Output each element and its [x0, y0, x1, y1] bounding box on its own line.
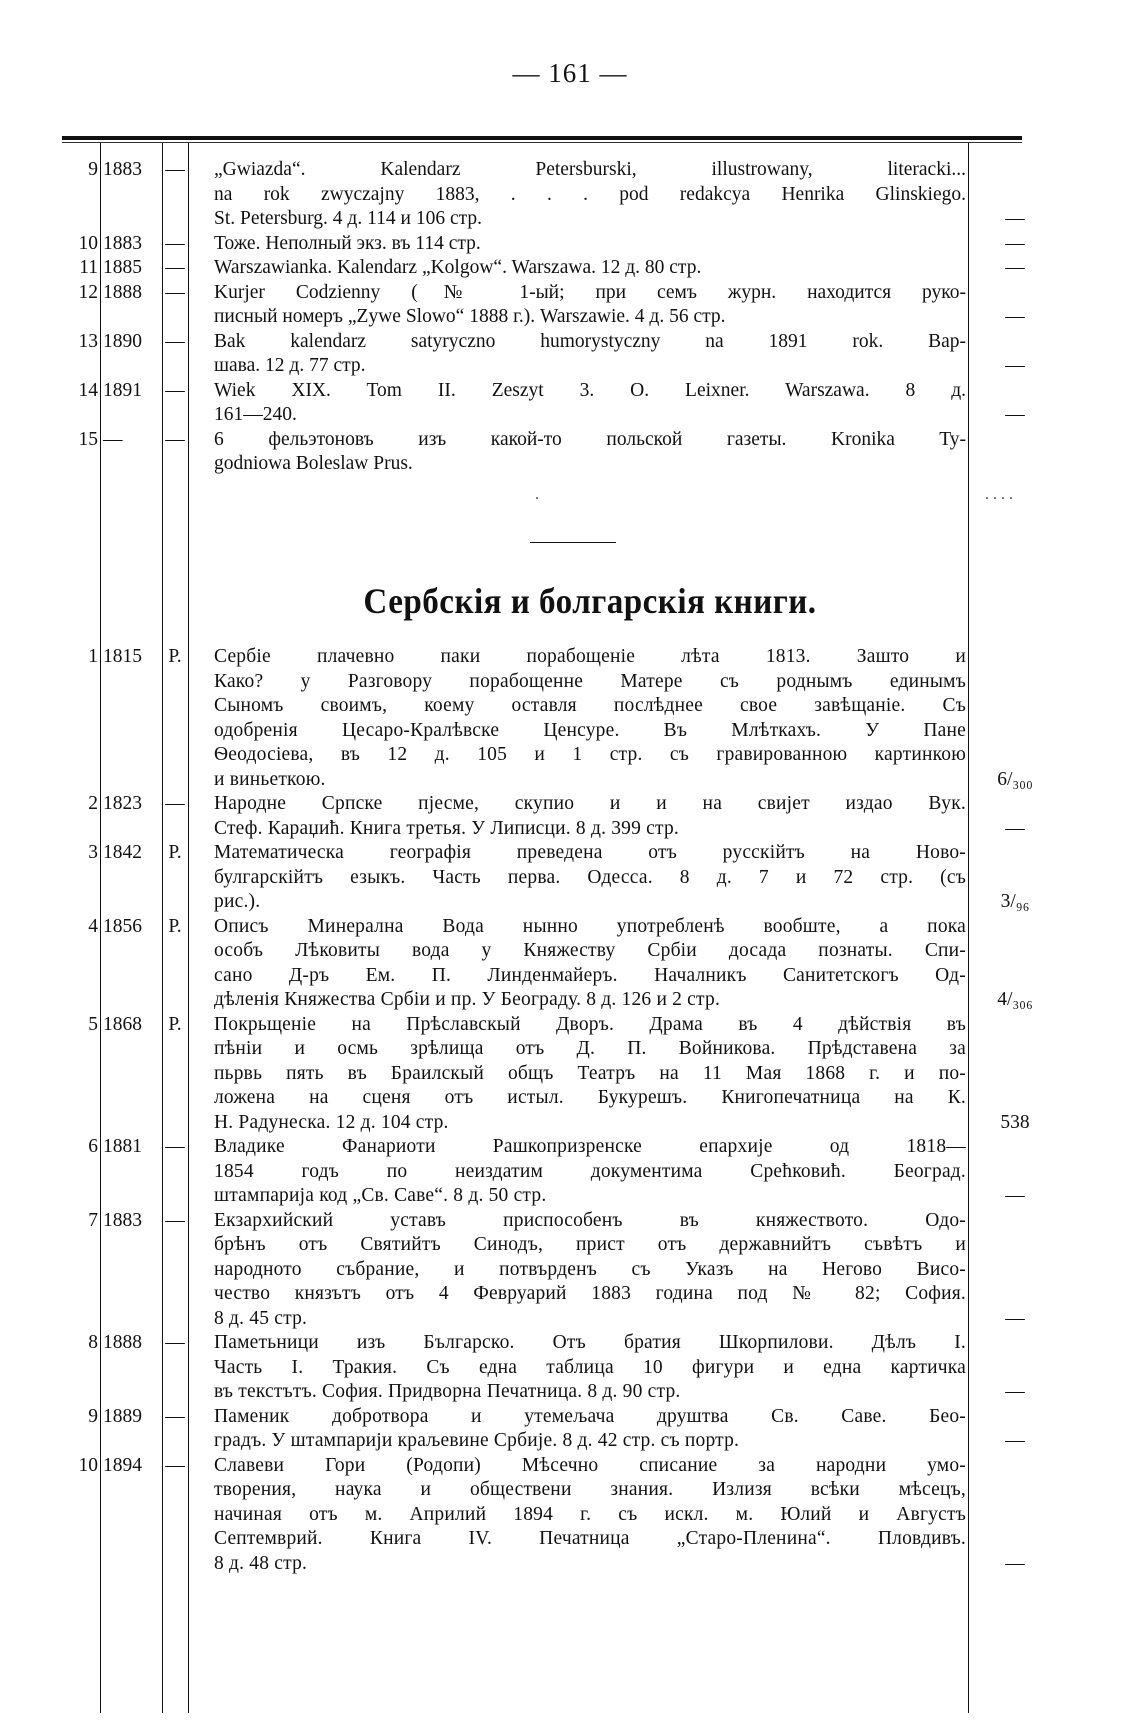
column-divider [100, 143, 101, 1713]
entry-text-line: 161—240. [214, 404, 297, 425]
section-separator [530, 542, 616, 543]
entry-text-line: Сыномъ своимъ, коему оставля послѣднее свое завѣщаніе. Съ [214, 695, 966, 716]
entry-text-line: сано Д-ръ Ем. П. Линденмайеръ. Началникъ Санитетскогъ Од- [214, 964, 966, 986]
entry-text-line: пьрвь пять въ Браилскый общъ Театръ на 11 Мая 1868 г. и по- [214, 1062, 966, 1084]
entry-text-line: и виньеткою. [214, 768, 326, 790]
entry-description [214, 428, 966, 477]
entry-mark: Р. [168, 842, 182, 863]
entry-number: 11 [79, 257, 98, 278]
entry-price: — [1005, 355, 1025, 376]
entry-description [214, 841, 966, 915]
entry-text-line: штампарија код „Св. Саве“. 8 д. 50 стр. [214, 1185, 547, 1206]
entry-text-line: начиная отъ м. Априлий 1894 г. съ искл. м. Юлий и Августъ [214, 1503, 966, 1525]
entry-text-line: Паменик добротвора и утемељача друштва Св. Саве. Бео- [214, 1405, 966, 1427]
entry-price: — [1005, 1552, 1025, 1574]
entry-number: 6 [88, 1136, 98, 1157]
entry-price: — [1005, 1185, 1025, 1206]
entry-number: 1 [88, 646, 98, 667]
entry-text-line: Описъ Минерална Вода нынно употребленѣ вообште, а пока [214, 915, 966, 937]
entry-text-line: godniowa Boleslaw Prus. [214, 453, 413, 474]
entry-mark: — [165, 159, 185, 180]
entry-text-line: чество князътъ отъ 4 Февруарий 1883 година под № 82; София. [214, 1283, 966, 1304]
top-rule-thin [62, 142, 1022, 143]
entry-number: 3 [88, 842, 98, 863]
entry-year: 1868 [103, 1013, 142, 1035]
entry-price: 3/₉₆ [1000, 891, 1030, 912]
entry-text-line: Математическа географія преведена отъ русскійтъ на Ново- [214, 842, 966, 863]
entry-mark: — [165, 379, 185, 401]
entry-year: 1894 [103, 1454, 142, 1476]
entry-number: 7 [88, 1209, 98, 1231]
entry-text-line: писный номеръ „Zywe Slowo“ 1888 г.). Warszawie. 4 д. 56 стр. [214, 306, 726, 327]
entry-description [214, 232, 966, 257]
column-divider [968, 143, 969, 1713]
entry-number: 13 [78, 330, 98, 352]
entry-text-line: въ текстътъ. София. Придворна Печатница. 8 д. 90 стр. [214, 1381, 681, 1402]
entry-mark: Р. [168, 646, 182, 667]
entry-text-line: 1854 годъ по неиздатим документима Срећковић. Београд. [214, 1160, 966, 1182]
entry-description [214, 1209, 966, 1332]
entry-text-line: градъ. У штампарији краљевине Србије. 8 д. 42 стр. съ портр. [214, 1430, 740, 1451]
entry-year: 1885 [103, 257, 142, 278]
entry-year: 1883 [103, 1209, 142, 1231]
entry-number: 9 [88, 1405, 98, 1427]
entry-mark: — [165, 1332, 185, 1353]
entry-year: 1890 [103, 330, 142, 352]
entry-mark: — [165, 1136, 185, 1157]
entry-text-line: Како? у Разговору порабощенне Матере съ роднымъ единымъ [214, 670, 966, 692]
entry-price: 6/₃₀₀ [997, 768, 1033, 790]
entry-price: 4/₃₀₆ [997, 989, 1033, 1010]
entry-text-line: na rok zwyczajny 1883, . . . pod redakcya Henrika Glinskiego. [214, 183, 966, 205]
entry-text-line: Владике Фанариоти Рашкопризренске епархије од 1818— [214, 1136, 966, 1157]
entry-price: — [1005, 817, 1025, 839]
entry-text-line: Славеви Гори (Родопи) Мѣсечно списание за народни умо- [214, 1454, 966, 1476]
entry-number: 15 [78, 428, 98, 450]
entry-mark: Р. [168, 1013, 182, 1035]
dots-mark: . [535, 486, 539, 503]
entry-text-line: Покрьщеніе на Прѣславскый Дворъ. Драма въ 4 дѣйствія въ [214, 1013, 966, 1035]
entry-text-line: Ѳеодосіева, въ 12 д. 105 и 1 стр. съ гравированною картинкою [214, 744, 966, 765]
entry-price: — [1005, 404, 1025, 425]
entry-text-line: особъ Лѣковиты вода у Княжеству Србіи досада познаты. Спи- [214, 940, 966, 961]
entry-text-line: Паметьници изъ Българско. Отъ братия Шкорпилови. Дѣлъ І. [214, 1332, 966, 1353]
entry-description [214, 1454, 966, 1577]
entry-price: — [1005, 257, 1025, 278]
entry-year: — [103, 428, 123, 450]
entry-price: 538 [1000, 1111, 1030, 1133]
entry-text-line: St. Petersburg. 4 д. 114 и 106 стр. [214, 208, 482, 229]
entry-text-line: „Gwiazda“. Kalendarz Petersburski, illustrowany, literacki... [214, 159, 966, 180]
entry-year: 1891 [103, 379, 142, 401]
page-number: — 161 — [512, 58, 628, 88]
entry-year: 1888 [103, 1332, 142, 1353]
entry-text-line: Сербіе плачевно паки порабощеніе лѣта 1813. Зашто и [214, 646, 966, 667]
entry-number: 4 [88, 915, 98, 937]
entry-mark: — [165, 281, 185, 303]
entry-price: — [1005, 1430, 1025, 1451]
entry-text-line: 6 фельэтоновъ изъ какой-то польской газеты. Kronika Ty- [214, 428, 966, 450]
entry-description [214, 256, 966, 281]
entry-price: — [1005, 208, 1025, 229]
entry-text-line: Тоже. Неполный экз. въ 114 стр. [214, 232, 481, 254]
entry-description [214, 158, 966, 232]
entry-number: 10 [78, 232, 98, 254]
entry-text-line: 8 д. 45 стр. [214, 1307, 308, 1329]
entry-number: 14 [78, 379, 98, 401]
entry-year: 1883 [103, 159, 142, 180]
entry-year: 1889 [103, 1405, 142, 1427]
entry-price: — [1005, 1381, 1025, 1402]
entry-mark: — [165, 257, 185, 278]
entry-text-line: рис.). [214, 891, 261, 912]
entry-mark: — [165, 1405, 185, 1427]
entry-number: 9 [88, 159, 98, 180]
entry-text-line: ложена на сценя отъ истыл. Букурешъ. Книгопечатница на К. [214, 1087, 966, 1108]
entry-number: 8 [88, 1332, 98, 1353]
entry-text-line: 8 д. 48 стр. [214, 1552, 308, 1574]
entry-description [214, 1013, 966, 1136]
entry-number: 12 [78, 281, 98, 303]
entry-text-line: Н. Радунеска. 12 д. 104 стр. [214, 1111, 449, 1133]
entry-text-line: Часть І. Тракия. Съ една таблица 10 фигури и една картичка [214, 1356, 966, 1378]
entry-text-line: Wiek XIX. Tom II. Zeszyt 3. O. Leixner. Warszawa. 8 д. [214, 379, 966, 401]
entry-mark: — [165, 1209, 185, 1231]
entry-text-line: брѣнъ отъ Святийтъ Синодъ, прист отъ державнийтъ съвѣтъ и [214, 1234, 966, 1255]
entry-number: 2 [88, 793, 98, 814]
entry-year: 1856 [103, 915, 142, 937]
entry-text-line: дѣленія Княжества Србіи и пр. У Београду. 8 д. 126 и 2 стр. [214, 989, 721, 1010]
entry-description [214, 379, 966, 428]
entry-year: 1815 [103, 646, 142, 667]
entry-mark: — [165, 428, 185, 450]
entry-mark: — [165, 793, 185, 814]
entry-mark: — [165, 232, 185, 254]
entry-text-line: Warszawianka. Kalendarz „Kolgow“. Warszawa. 12 д. 80 стр. [214, 257, 702, 278]
entry-description [214, 1135, 966, 1209]
entry-price: — [1005, 1307, 1025, 1329]
entry-description [214, 1331, 966, 1405]
section-title: Сербскія и болгарскія книги. [363, 581, 817, 621]
dots-mark: . . . . [985, 486, 1013, 503]
entry-year: 1842 [103, 842, 142, 863]
entry-text-line: Септемврий. Книга IV. Печатница „Старо-Пленина“. Пловдивъ. [214, 1528, 966, 1549]
entry-year: 1823 [103, 793, 142, 814]
entry-description [214, 645, 966, 792]
entry-year: 1888 [103, 281, 142, 303]
entry-year: 1881 [103, 1136, 142, 1157]
entry-text-line: Bak kalendarz satyryczno humorystyczny na 1891 rok. Вар- [214, 330, 966, 352]
entry-description [214, 330, 966, 379]
entry-description [214, 1405, 966, 1454]
entry-text-line: Екзархийский уставъ приспособенъ въ княжеството. Одо- [214, 1209, 966, 1231]
entry-mark: — [165, 330, 185, 352]
entry-mark: — [165, 1454, 185, 1476]
entry-text-line: творения, наука и обществени знания. Излизя всѣки мѣсецъ, [214, 1479, 966, 1500]
entry-text-line: Народне Српске пјесме, скупио и и на свијет издао Вук. [214, 793, 966, 814]
entry-text-line: Kurjer Codzienny (№ 1-ый; при семъ журн. находится руко- [214, 281, 966, 303]
entry-text-line: Стеф. Караџић. Книга третья. У Липисци. 8 д. 399 стр. [214, 817, 679, 839]
entry-description [214, 915, 966, 1013]
entry-text-line: булгарскійтъ езыкъ. Часть перва. Одесса. 8 д. 7 и 72 стр. (съ [214, 866, 966, 888]
top-rule [62, 136, 1022, 140]
entry-number: 5 [88, 1013, 98, 1035]
entry-text-line: народното събрание, и потвърденъ съ Указъ на Негово Висо- [214, 1258, 966, 1280]
entry-text-line: одобренія Цесаро-Кралѣвске Ценсуре. Въ Млѣткахъ. У Пане [214, 719, 966, 741]
entry-text-line: пѣніи и осмь зрѣлища отъ Д. П. Войникова. Прѣдставена за [214, 1038, 966, 1059]
entry-mark: Р. [168, 915, 182, 937]
entry-price: — [1005, 306, 1025, 327]
entry-text-line: шава. 12 д. 77 стр. [214, 355, 366, 376]
entry-description [214, 281, 966, 330]
entry-year: 1883 [103, 232, 142, 254]
entry-number: 10 [78, 1454, 98, 1476]
entry-description [214, 792, 966, 841]
entry-price: — [1005, 232, 1025, 254]
column-divider [188, 143, 189, 1713]
